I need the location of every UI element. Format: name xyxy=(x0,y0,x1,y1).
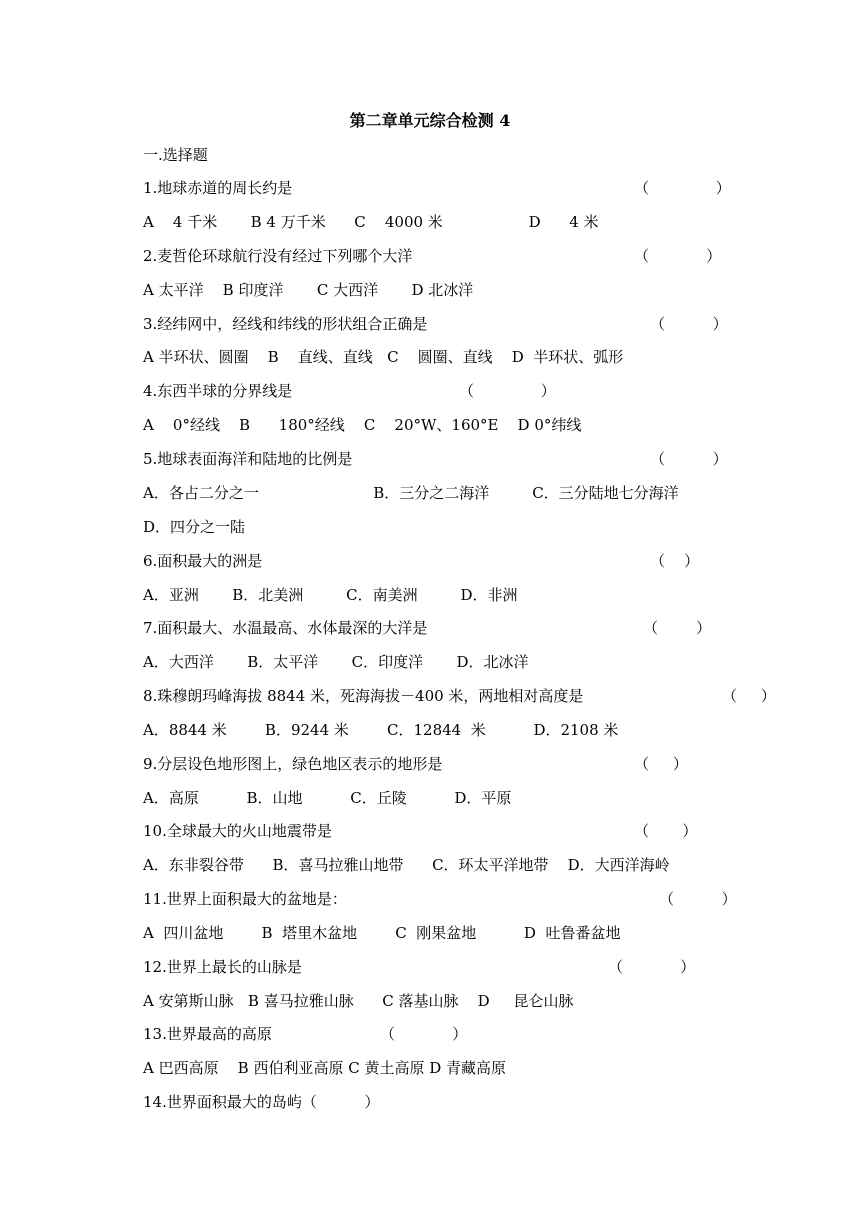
answer-blank-7: （ ） xyxy=(643,619,712,637)
answer-blank-12: （ ） xyxy=(608,958,696,976)
options-13: A 巴西高原 B 西伯利亚高原 C 黄土高原 D 青藏高原 xyxy=(143,1059,507,1077)
question-5: 5.地球表面海洋和陆地的比例是 xyxy=(143,450,353,468)
question-10: 10.全球最大的火山地震带是 xyxy=(143,822,332,840)
options-7: A．大西洋 B．太平洋 C．印度洋 D．北冰洋 xyxy=(143,653,529,671)
answer-blank-11: （ ） xyxy=(659,890,737,908)
question-8: 8.珠穆朗玛峰海拔 8844 米，死海海拔－400 米，两地相对高度是 xyxy=(143,687,584,705)
options-11: A 四川盆地 B 塔里木盆地 C 刚果盆地 D 吐鲁番盆地 xyxy=(143,924,621,942)
options-10: A．东非裂谷带 B．喜马拉雅山地带 C．环太平洋地带 D．大西洋海岭 xyxy=(143,856,670,874)
options-6: A．亚洲 B．北美洲 C．南美洲 D．非洲 xyxy=(143,586,518,604)
options-3: A 半环状、圆圈 B 直线、直线 C 圆圈、直线 D 半环状、弧形 xyxy=(143,348,624,366)
question-13: 13.世界最高的高原 xyxy=(143,1025,272,1043)
options-12: A 安第斯山脉 B 喜马拉雅山脉 C 落基山脉 D 昆仑山脉 xyxy=(143,992,574,1010)
section-heading: 一.选择题 xyxy=(143,146,208,164)
options-8: A．8844 米 B．9244 米 C．12844 米 D．2108 米 xyxy=(143,721,619,739)
question-11: 11.世界上面积最大的盆地是： xyxy=(143,890,347,908)
answer-blank-9: （ ） xyxy=(634,755,688,773)
answer-blank-13: （ ） xyxy=(380,1025,468,1043)
options-5: A．各占二分之一 B．三分之二海洋 C．三分陆地七分海洋 xyxy=(143,484,679,502)
question-6: 6.面积最大的洲是 xyxy=(143,552,263,570)
question-12: 12.世界上最长的山脉是 xyxy=(143,958,302,976)
options-1: A 4 千米 B 4 万千米 C 4000 米 D 4 米 xyxy=(143,213,599,231)
options-4: A 0°经线 B 180°经线 C 20°W、160°E D 0°纬线 xyxy=(143,416,582,434)
question-3: 3.经纬网中，经线和纬线的形状组合正确是 xyxy=(143,315,428,333)
answer-blank-5: （ ） xyxy=(650,450,728,468)
options-5-continued: D．四分之一陆 xyxy=(143,518,246,536)
answer-blank-1: （ ） xyxy=(634,179,731,197)
question-1: 1.地球赤道的周长约是 xyxy=(143,179,293,197)
page-title: 第二章单元综合检测 4 xyxy=(349,111,511,130)
question-2: 2.麦哲伦环球航行没有经过下列哪个大洋 xyxy=(143,247,413,265)
question-7: 7.面积最大、水温最高、水体最深的大洋是 xyxy=(143,619,428,637)
question-9: 9.分层设色地形图上，绿色地区表示的地形是 xyxy=(143,755,443,773)
answer-blank-6: （ ） xyxy=(650,552,700,570)
options-9: A．高原 B．山地 C．丘陵 D．平原 xyxy=(143,789,512,807)
question-4: 4.东西半球的分界线是 xyxy=(143,382,293,400)
question-14: 14.世界面积最大的岛屿（ ） xyxy=(143,1093,380,1111)
answer-blank-3: （ ） xyxy=(650,315,728,333)
answer-blank-8: （ ） xyxy=(722,687,776,705)
answer-blank-4: （ ） xyxy=(459,382,556,400)
answer-blank-10: （ ） xyxy=(634,822,698,840)
answer-blank-2: （ ） xyxy=(634,247,722,265)
options-2: A 太平洋 B 印度洋 C 大西洋 D 北冰洋 xyxy=(143,281,474,299)
